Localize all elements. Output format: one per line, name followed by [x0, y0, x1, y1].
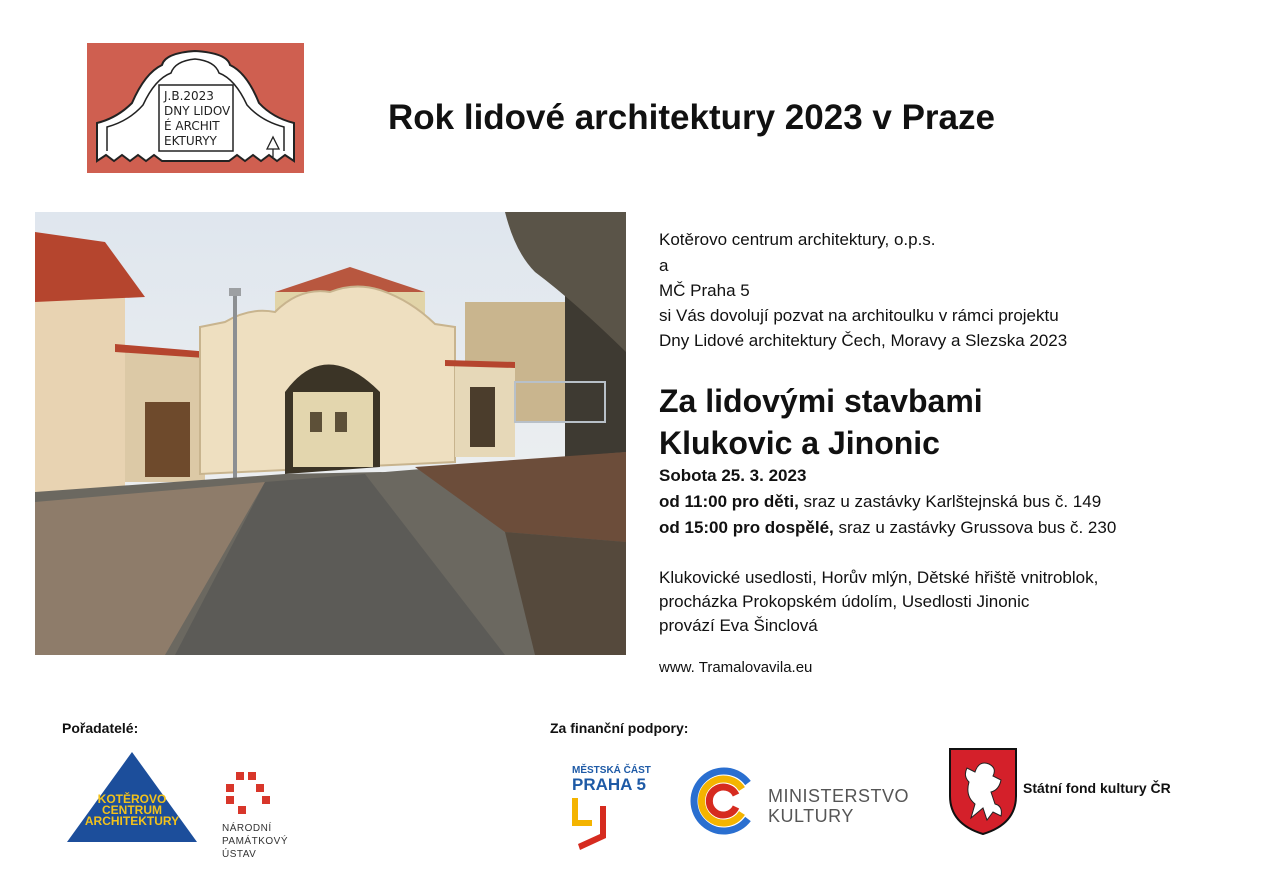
gable-icon	[87, 43, 304, 173]
organizer-1: Kotěrovo centrum architektury, o.p.s.	[659, 230, 936, 249]
adults-time	[659, 518, 1116, 538]
logo-line-3: É ARCHIT	[164, 119, 220, 133]
sfk-logo	[945, 744, 1200, 839]
adults-meeting-point: sraz u zastávky Grussova bus č. 230	[833, 518, 1117, 537]
website-link[interactable]: www. Tramalovavila.eu	[659, 659, 813, 676]
mk-circle-icon	[690, 765, 762, 837]
npu-logo	[210, 760, 310, 870]
npu-mark-icon	[218, 768, 298, 818]
praha5-mark-icon	[570, 798, 630, 853]
event-date: Sobota 25. 3. 2023	[659, 466, 807, 485]
event-title-line-2: Klukovic a Jinonic	[659, 425, 940, 461]
praha5-logo	[550, 752, 670, 862]
support-label: Za finanční podpory:	[550, 720, 689, 736]
dny-lidove-architektury-logo	[87, 43, 304, 173]
kids-time-bold: od 11:00 pro děti,	[659, 492, 799, 511]
page-title: Rok lidové architektury 2023 v Praze	[388, 98, 995, 137]
czech-lion-crest-icon	[947, 746, 1019, 836]
kca-text	[67, 794, 197, 827]
kca-line-2: CENTRUM	[102, 803, 162, 817]
mk-line-2: KULTURY	[768, 806, 854, 826]
kids-time	[659, 492, 1101, 512]
organizer-2: MČ Praha 5	[659, 281, 750, 300]
kca-line-1: KOTĚROVO	[97, 792, 167, 806]
invite-text: si Vás dovolují pozvat na architoulku v rámci projektu	[659, 306, 1059, 325]
npu-line-2: PAMÁTKOVÝ	[222, 836, 288, 847]
mk-text	[768, 786, 909, 826]
logo-line-1: J.B.2023	[164, 89, 214, 103]
praha5-big-text: PRAHA 5	[572, 775, 646, 794]
logo-line-4: EKTURYY	[164, 134, 217, 148]
kca-logo	[67, 752, 197, 842]
logo-line-2: DNY LIDOV	[164, 104, 231, 118]
adults-time-bold: od 15:00 pro dospělé,	[659, 518, 834, 537]
guide: provází Eva Šinclová	[659, 616, 818, 635]
photo-gate-klukovice	[35, 212, 626, 655]
sfk-text: Státní fond kultury ČR	[1023, 780, 1171, 796]
npu-text	[222, 822, 288, 861]
description-line-2: procházka Prokopském údolím, Usedlosti Jinonic	[659, 592, 1030, 611]
event-title-line-1: Za lidovými stavbami	[659, 383, 983, 419]
kids-meeting-point: sraz u zastávky Karlštejnská bus č. 149	[798, 492, 1102, 511]
project-name: Dny Lidové architektury Čech, Moravy a Slezska 2023	[659, 331, 1068, 350]
mk-line-1: MINISTERSTVO	[768, 786, 910, 806]
npu-line-3: ÚSTAV	[222, 849, 257, 860]
conjunction: a	[659, 256, 669, 275]
kca-line-3: ARCHITEKTURY	[84, 814, 180, 828]
organizers-label: Pořadatelé:	[62, 720, 139, 736]
praha5-small-text: MĚSTSKÁ ČÁST	[572, 765, 651, 776]
ministerstvo-kultury-logo	[688, 757, 938, 847]
npu-line-1: NÁRODNÍ	[222, 823, 272, 834]
description-line-1: Klukovické usedlosti, Horův mlýn, Dětské hřiště vnitroblok,	[659, 568, 1099, 587]
